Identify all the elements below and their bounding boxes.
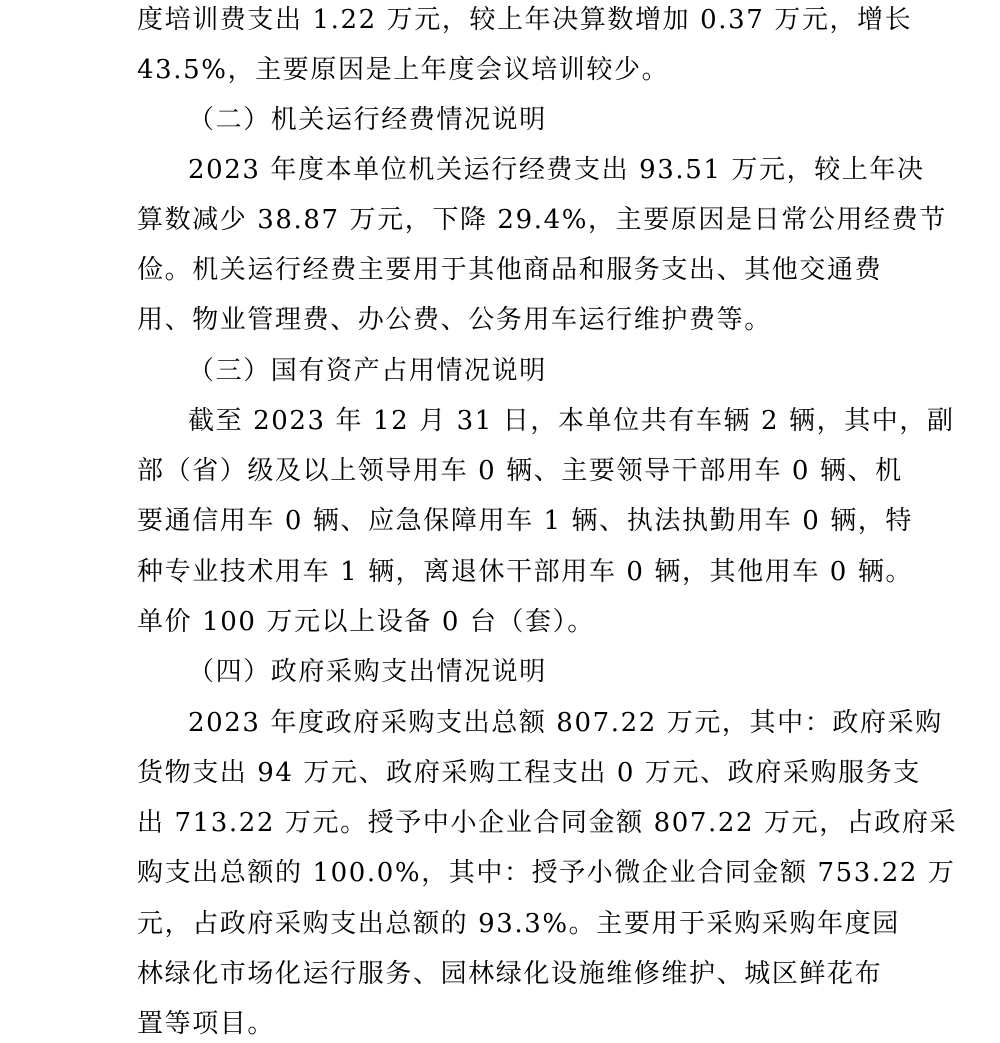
body-text-line: 算数减少 38.87 万元，下降 29.4%，主要原因是日常公用经费节 [137,205,947,235]
body-text-line: 用、物业管理费、办公费、公务用车运行维护费等。 [137,305,772,335]
body-text-line: 置等项目。 [137,1009,276,1039]
body-text-line: 2023 年度本单位机关运行经费支出 93.51 万元，较上年决 [188,155,925,185]
body-text-line: 单价 100 万元以上设备 0 台（套）。 [137,607,595,637]
section-heading-state-assets: （三）国有资产占用情况说明 [188,356,547,386]
section-heading-operating-expenses: （二）机关运行经费情况说明 [188,105,547,135]
section-heading-government-procurement: （四）政府采购支出情况说明 [188,657,547,687]
body-text-line: 度培训费支出 1.22 万元，较上年决算数增加 0.37 万元，增长 [137,5,913,35]
body-text-line: 元，占政府采购支出总额的 93.3%。主要用于采购采购年度园 [137,909,900,939]
body-text-line: 要通信用车 0 辆、应急保障用车 1 辆、执法执勤用车 0 辆，特 [137,506,914,536]
body-text-line: 俭。机关运行经费主要用于其他商品和服务支出、其他交通费 [137,255,883,285]
body-text-line: 林绿化市场化运行服务、园林绿化设施维修维护、城区鲜花布 [137,959,883,989]
body-text-line: 货物支出 94 万元、政府采购工程支出 0 万元、政府采购服务支 [137,758,921,788]
body-text-line: 2023 年度政府采购支出总额 807.22 万元，其中：政府采购 [188,708,943,738]
body-text-line: 出 713.22 万元。授予中小企业合同金额 807.22 万元，占政府采 [137,808,958,838]
body-text-line: 种专业技术用车 1 辆，离退休干部用车 0 辆，其他用车 0 辆。 [137,557,914,587]
body-text-line: 43.5%，主要原因是上年度会议培训较少。 [137,55,670,85]
body-text-line: 截至 2023 年 12 月 31 日，本单位共有车辆 2 辆，其中，副 [188,406,955,436]
body-text-line: 部（省）级及以上领导用车 0 辆、主要领导干部用车 0 辆、机 [137,456,903,486]
body-text-line: 购支出总额的 100.0%，其中：授予小微企业合同金额 753.22 万 [137,858,956,888]
